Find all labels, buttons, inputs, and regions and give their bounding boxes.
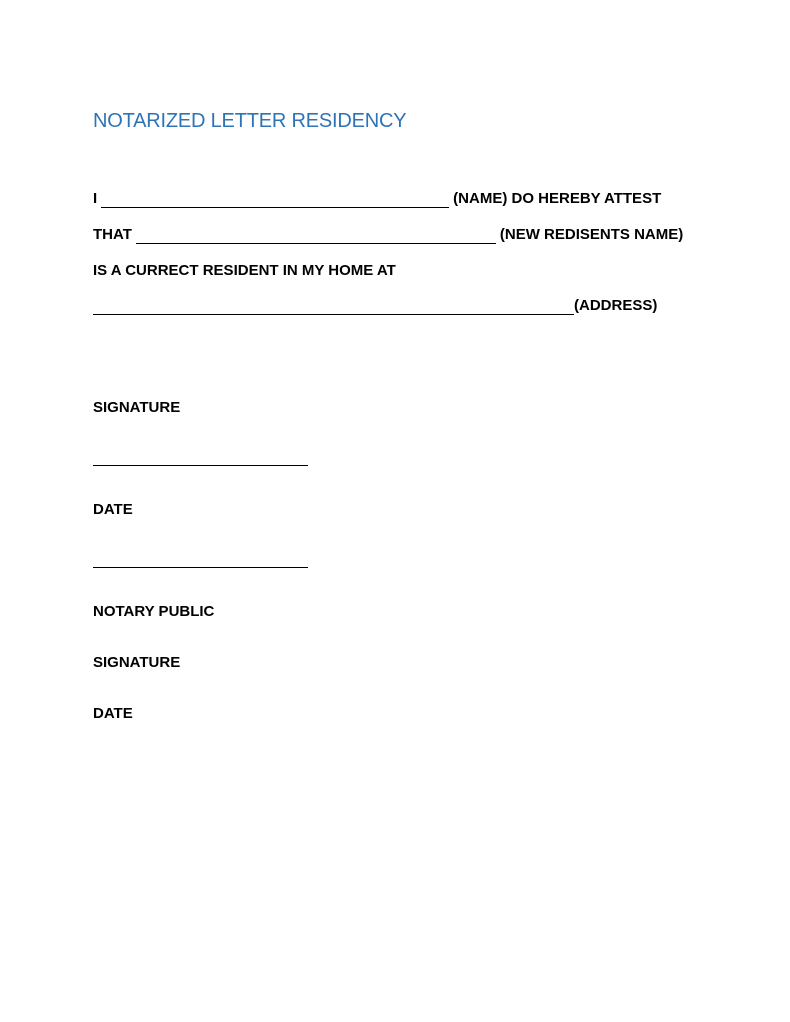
address-blank-field[interactable] <box>93 300 574 315</box>
address-suffix: (ADDRESS) <box>574 297 658 314</box>
date-label: DATE <box>93 501 133 518</box>
notary-public-label: NOTARY PUBLIC <box>93 603 215 620</box>
new-resident-suffix: (NEW REDISENTS NAME) <box>499 226 684 243</box>
signature-label: SIGNATURE <box>93 399 181 416</box>
notary-signature-label: SIGNATURE <box>93 654 181 671</box>
address-line <box>93 297 657 315</box>
new-resident-blank-field[interactable] <box>136 229 496 244</box>
notary-date-label: DATE <box>93 705 133 722</box>
name-prefix: I <box>93 190 98 207</box>
signature-blank-field[interactable] <box>93 465 308 466</box>
resident-statement-line <box>93 262 396 280</box>
new-resident-line <box>93 226 683 244</box>
document-title: NOTARIZED LETTER RESIDENCY <box>93 110 407 132</box>
name-blank-field[interactable] <box>101 193 449 208</box>
new-resident-prefix: THAT <box>93 226 132 243</box>
name-attest-line <box>93 190 661 208</box>
resident-statement-text: IS A CURRECT RESIDENT IN MY HOME AT <box>93 262 396 279</box>
date-blank-field[interactable] <box>93 567 308 568</box>
name-suffix: (NAME) DO HEREBY ATTEST <box>453 190 662 207</box>
